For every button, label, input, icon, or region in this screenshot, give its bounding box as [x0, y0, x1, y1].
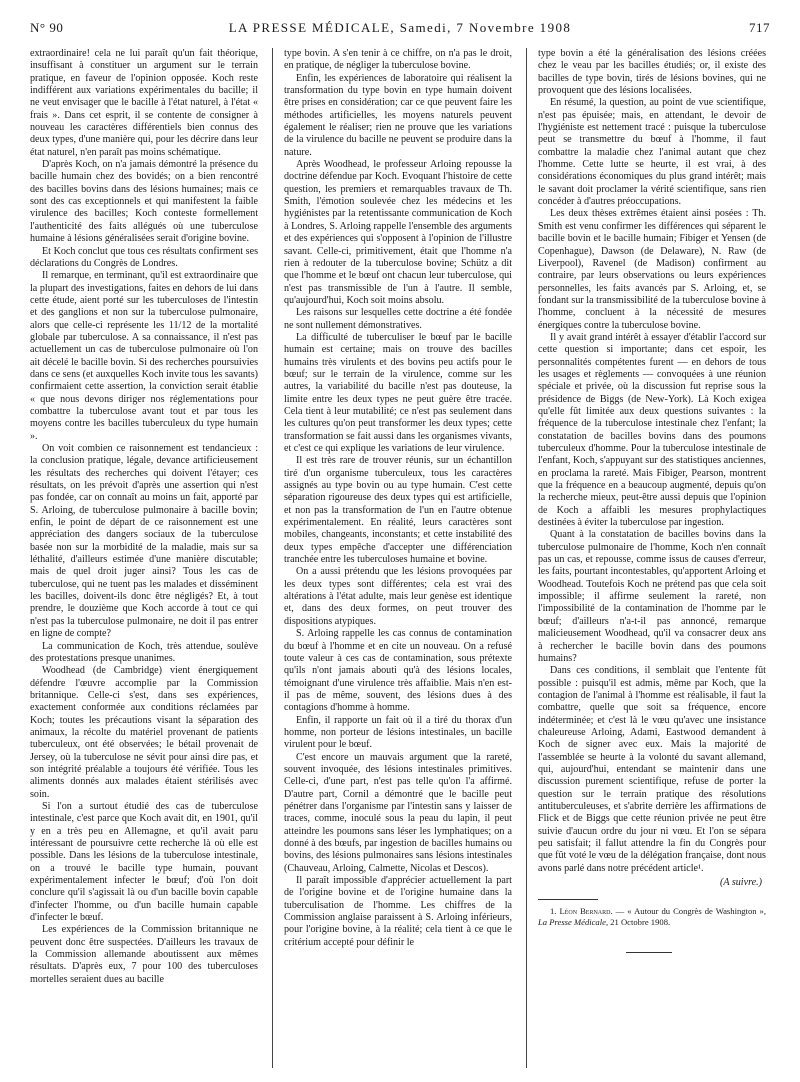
to-be-continued: (A suivre.)	[719, 877, 762, 889]
paragraph: Il paraît impossible d'apprécier actuellement la part de l'origine bovine et de l'origine humaine dans la tuberculisation de l'homme. Les chiffres de la Commission anglaise paraissent à S. Arloing inférieurs, pour l'origine bovine, à la réalité; cela tient à ce que le critérium accepté pour définir le	[284, 875, 512, 948]
footnote-marker: 1.	[550, 906, 560, 917]
paragraph: On a aussi prétendu que les lésions provoquées par les deux types sont différentes; cela est vrai des altérations à l'état adulte, mais leur genèse est identique et, dans des deux formes, on peut trouver des dispositions atypiques.	[284, 566, 512, 627]
paragraph: Woodhead (de Cambridge) vient énergiquement défendre l'œuvre accomplie par la Commission britannique. Celle-ci s'est, dans ses expériences, exactement conformée aux conditions réclamées par Koch; toutes les précautions visant la séparation des animaux, la récolte du matériel provenant de patients tuberculeux, ont été observées; le bétail provenait de Jersey, où la tuberculose ne sévit pour ainsi dire pas, et son intégrité préalable a toujours été vérifiée. Tous les aliments donnés aux malades étaient stérilisés avec soin.	[30, 665, 258, 800]
page-number: 717	[749, 20, 770, 35]
journal-title: LA PRESSE MÉDICALE, Samedi, 7 Novembre 1908	[228, 20, 572, 35]
paragraph: D'après Koch, on n'a jamais démontré la présence du bacille humain chez des bovidés; on a bien rencontré des bacilles bovins dans des lésions humaines; mais ce sont des cas exceptionnels et qui manifestent la faible virulence des bacilles; Koch conteste formellement l'authenticité des faits allégués où une tuberculose humaine à lésions généralisées serait d'origine bovine.	[30, 159, 258, 245]
paragraph: Si l'on a surtout étudié des cas de tuberculose intestinale, c'est parce que Koch avait dit, en 1901, qu'il y en a très peu en Allemagne, et qu'il avait paru intéressant de poursuivre cette recherche là où elle est possible. Dans les lésions de la tuberculose intestinale, on a trouvé le bacille type humain, pouvant expérimentalement infecter le bœuf; d'où l'on doit conclure qu'il s'agissait là ou d'un bacille bovin capable d'infecter l'homme, ou d'un bacille humain capable d'infecter le bœuf.	[30, 800, 258, 924]
paragraph: type bovin. A s'en tenir à ce chiffre, on n'a pas le droit, en pratique, de négliger la tuberculose bovine.	[284, 48, 512, 72]
page-header	[30, 20, 770, 42]
paragraph: Dans ces conditions, il semblait que l'entente fût possible : puisqu'il est admis, même par Koch, que la contagion de l'animal à l'homme est réalisable, il faut la combattre, quelle que soit sa fréquence, encore indéterminée; et c'est là le vœu qu'avec une insistance chaleureuse Arloing, Adami, Eastwood demandent à Koch de signer avec eux. Mais la majorité de l'assemblée se heurte à la volonté du savant allemand, qui, aujourd'hui, entendant se maintenir dans une discussion purement scientifique, refuse de porter la question sur le terrain pratique des résolutions antituberculeuses, et s'abrite derrière les affirmations de Flick et de Biggs que cette réunion privée ne peut être suivie d'aucun ordre du jour ni vœu. Et l'on se sépara peu satisfait; il fallut attendre la fin du Congrès pour que fût voté le vœu de la délégation française, dont nous avons parlé dans notre précédent article¹.	[538, 665, 766, 874]
paragraph: Les raisons sur lesquelles cette doctrine a été fondée ne sont nullement démonstratives.	[284, 307, 512, 331]
footnote-text: — « Autour du Congrès de Washington »,	[612, 906, 766, 917]
column-3	[538, 48, 766, 1073]
paragraph: On voit combien ce raisonnement est tendancieux : la conclusion pratique, légale, devance artificieusement les résultats des recherches qui doivent l'étayer; ces résultats, on les prévoit d'après une assertion qui n'est pas fondée, car on connaît au moins un fait, apporté par S. Arloing, de tuberculose pulmonaire à bacille bovin; enfin, le point de départ de ce raisonnement est une appréciation des dangers sociaux de la tuberculose basée non sur la morbidité de la maladie, mais sur sa léthalité, d'ailleurs estimée d'une manière discutable; mais de quel droit juger ainsi? Tous les cas de tuberculose, qui ne tuent pas les malades et disséminent les bacilles, doivent-ils donc être négligés? Et, à tout prendre, le douzième que Koch accorde à tout ce qui n'est pas la tuberculose pulmonaire, ne doit il pas entrer en ligne de compte?	[30, 443, 258, 640]
paragraph: La communication de Koch, très attendue, soulève des protestations presque unanimes.	[30, 640, 258, 664]
paragraph: Après Woodhead, le professeur Arloing repousse la doctrine défendue par Koch. Evoquant l'histoire de cette question, les premiers et remarquables travaux de Th. Smith, l'émotion soulevée chez les médecins et les hygiénistes par la retentissante communication de Koch à Londres, S. Arloing rappelle l'ensemble des arguments et des expériences qui s'opposent à l'opinion de l'illustre savant. Celle-ci, primitivement, était que l'homme n'a rien à redouter de la tuberculose bovine; Schütz a dit que l'homme et le bœuf ont chacun leur tuberculose, qui n'est pas transmissible de l'un à l'autre. Il semble, qu'aujourd'hui, Koch soit moins absolu.	[284, 159, 512, 306]
footnote-author: Léon Bernard.	[559, 906, 613, 917]
footnote-date: , 21 Octobre 1908.	[605, 917, 671, 928]
paragraph: C'est encore un mauvais argument que la rareté, souvent invoquée, des lésions intestinales primitives. Celle-ci, d'une part, n'est pas telle qu'on l'a affirmé. D'autre part, Cornil a démontré que le bacille peut pénétrer dans l'organisme par l'intestin sans y laisser de traces, comme, inoculé sous la peau du lapin, il peut atteindre les poumons sans léser les lymphatiques; on a donné à des bœufs, par ingestion de bacilles humains ou bovins, des lésions pulmonaires sans lésions intestinales (Chauveau, Arloing, Calmette, Nicolas et Descos).	[284, 751, 512, 874]
paragraph: Et Koch conclut que tous ces résultats confirment ses déclarations du Congrès de Londres.	[30, 245, 258, 269]
paragraph: Les deux thèses extrêmes étaient ainsi posées : Th. Smith est venu confirmer les différences qui séparent le bacille bovin et le bacille humain; Fibiger et Yensen (de Copenhague), Dawson (de Delaware), N. Raw (de Liverpool), Ravenel (de Madison) confirment au contraire, par leurs observations ou leurs expériences personnelles, les faits avancés par S. Arloing, et, se fondant sur la transmissibilité de la tuberculose bovine à l'homme, concluent à la nécessité de mesures énergiques contre la tuberculose bovine.	[538, 208, 766, 331]
footnote-separator	[538, 899, 598, 900]
paragraph: Il remarque, en terminant, qu'il est extraordinaire que la plupart des investigations, faites en dehors de lui dans cette étude, aient porté sur les tuberculoses de l'intestin et des ganglions et non sur la tuberculose pulmonaire, alors que celle-ci représente les 11/12 de la mortalité globale par tuberculose. A sa connaissance, il n'est pas actuellement un cas de tuberculose pulmonaire où l'on ait décelé le bacille bovin. Si des recherches poursuivies dans ce sens (et auxquelles Koch invite tous les savants) confirmaient cette assertion, la conviction serait établie « que nous devons diriger nos réglementations pour combattre la tuberculose avant tout et par tous les moyens contre les bacilles tuberculeux du type humain ».	[30, 270, 258, 442]
paragraph: Il est très rare de trouver réunis, sur un échantillon tiré d'un organisme tuberculeux, tous les caractères assignés au type bovin ou au type humain. C'est cette séparation rigoureuse des deux types qui est artificielle, et non pas la transformation de l'un en l'autre obtenue expérimentalement. En réalité, leurs caractères sont mobiles, changeants, inconstants; et cette instabilité des deux types empêche d'accepter une différenciation tranchée entre les tuberculoses humaine et bovine.	[284, 455, 512, 566]
paragraph: Enfin, les expériences de laboratoire qui réalisent la transformation du type bovin en type humain doivent être prises en considération; car ce que peuvent faire les méthodes artificielles, les moyens naturels peuvent également le réaliser; rien ne prouve que les variations de la virulence du bacille ne peuvent se produire dans la nature.	[284, 72, 512, 158]
paragraph: En résumé, la question, au point de vue scientifique, n'est pas épuisée; mais, en attendant, le devoir de l'hygiéniste est nettement tracé : puisque la tuberculose peut se transmettre du bœuf à l'homme, il faut combattre la maladie chez l'animal autant que chez l'homme. Cette lutte se heurte, il est vrai, à des considérations économiques du plus grand intérêt; mais le savant doit proclamer la vérité scientifique, sans rien concéder à d'autres préoccupations.	[538, 97, 766, 208]
paragraph: Quant à la constatation de bacilles bovins dans la tuberculose pulmonaire de l'homme, Koch n'en connaît pas un cas, et repousse, comme issus de causes d'erreur, les faits, pourtant incontestables, qu'apportent Arloing et Woodhead. Toutefois Koch ne prétend pas que cela soit impossible; il affirme seulement la rareté, non l'impossibilité de la contamination de l'homme par le bœuf; d'ailleurs n'a-t-il pas annoncé, remarque malicieusement Woodhead, qu'il va consacrer deux ans à rechercher le bacille bovin dans des poumons humains?	[538, 529, 766, 664]
footnote-journal: La Presse Médicale	[538, 917, 606, 928]
column-1	[30, 48, 258, 1073]
paragraph: Les expériences de la Commission britannique ne peuvent donc être suspectées. D'ailleurs les travaux de la Commission allemande aboutissent aux mêmes résultats. D'après eux, 7 pour 100 des tuberculoses mortelles seraient dues au bacille	[30, 924, 258, 985]
paragraph: S. Arloing rappelle les cas connus de contamination du bœuf à l'homme et en cite un nouveau. On a refusé toute valeur à ces cas de contamination, sous prétexte qu'ils n'ont jamais abouti qu'à des lésions locales, témoignant d'une virulence très affaiblie. Mais n'en est-il pas de même, souvent, des lésions dues à des contagions d'homme à homme.	[284, 628, 512, 714]
paragraph: Enfin, il rapporte un fait où il a tiré du thorax d'un homme, non porteur de lésions intestinales, un bacille virulent pour le bœuf.	[284, 714, 512, 751]
paragraph: Il y avait grand intérêt à essayer d'établir l'accord sur cette question si importante; dans cet espoir, les personnalités compétentes furent — en dehors de tous les usages et règlements — convoquées à une réunion spéciale et privée, où la discussion fut reprise sous la présidence de Biggs (de New-York). Là Koch exigea qu'elle fût limitée aux deux questions suivantes : la fréquence de la tuberculose intestinale chez l'enfant; la constatation de bacilles bovins dans des poumons tuberculeux d'homme. Pour la tuberculose intestinale de l'enfant, Koch, s'appuyant sur des statistiques anciennes, en proclama la rareté. Mais Fibiger, Pearson, montrent que la fréquence en a beaucoup augmenté, depuis qu'on la recherche mieux, peut-être aussi depuis que l'opinion de Koch a affaibli les mesures prophylactiques destinées à éviter la tuberculose par ingestion.	[538, 331, 766, 529]
column-2	[284, 48, 512, 1073]
issue-number: N° 90	[30, 20, 64, 35]
paragraph: extraordinaire! cela ne lui paraît qu'un fait théorique, insuffisant à constituer un argument sur le terrain pratique, en faveur de l'opinion opposée. Koch reste indifférent aux variations expérimentales du bacille; il ne veut envisager que le bacille à l'état naturel, à l'état « frais ». Dans cet esprit, il se contente de consigner à nouveau les caractères différentiels bien connus des deux types, d'une manière qui, pour les décrire dans leur état naturel, n'en paraît pas moins schématique.	[30, 48, 258, 158]
end-ornament	[626, 952, 672, 957]
column-rule	[526, 48, 527, 1068]
footnote	[538, 906, 766, 928]
column-rule	[272, 48, 273, 1068]
paragraph: La difficulté de tuberculiser le bœuf par le bacille humain est certaine; mais on trouve des bacilles humains très virulents et des bovins peu actifs pour le bœuf; sur le terrain de la virulence, comme sur les autres, la variabilité du bacille n'est pas douteuse, la limite entre les deux types ne peut guère être tracée. Cela tient à leur mutabilité; ce n'est pas seulement dans les cultures qu'on peut transformer les deux types; cette transformation se fait aussi dans les organismes vivants, et c'est ce qui explique les variations de leur virulence.	[284, 331, 512, 454]
paragraph: type bovin a été la généralisation des lésions créées chez le veau par les bacilles étudiés; or, il existe des bacilles de type bovin, tirés de lésions bovines, qui ne provoquent que des lésions localisées.	[538, 48, 766, 97]
